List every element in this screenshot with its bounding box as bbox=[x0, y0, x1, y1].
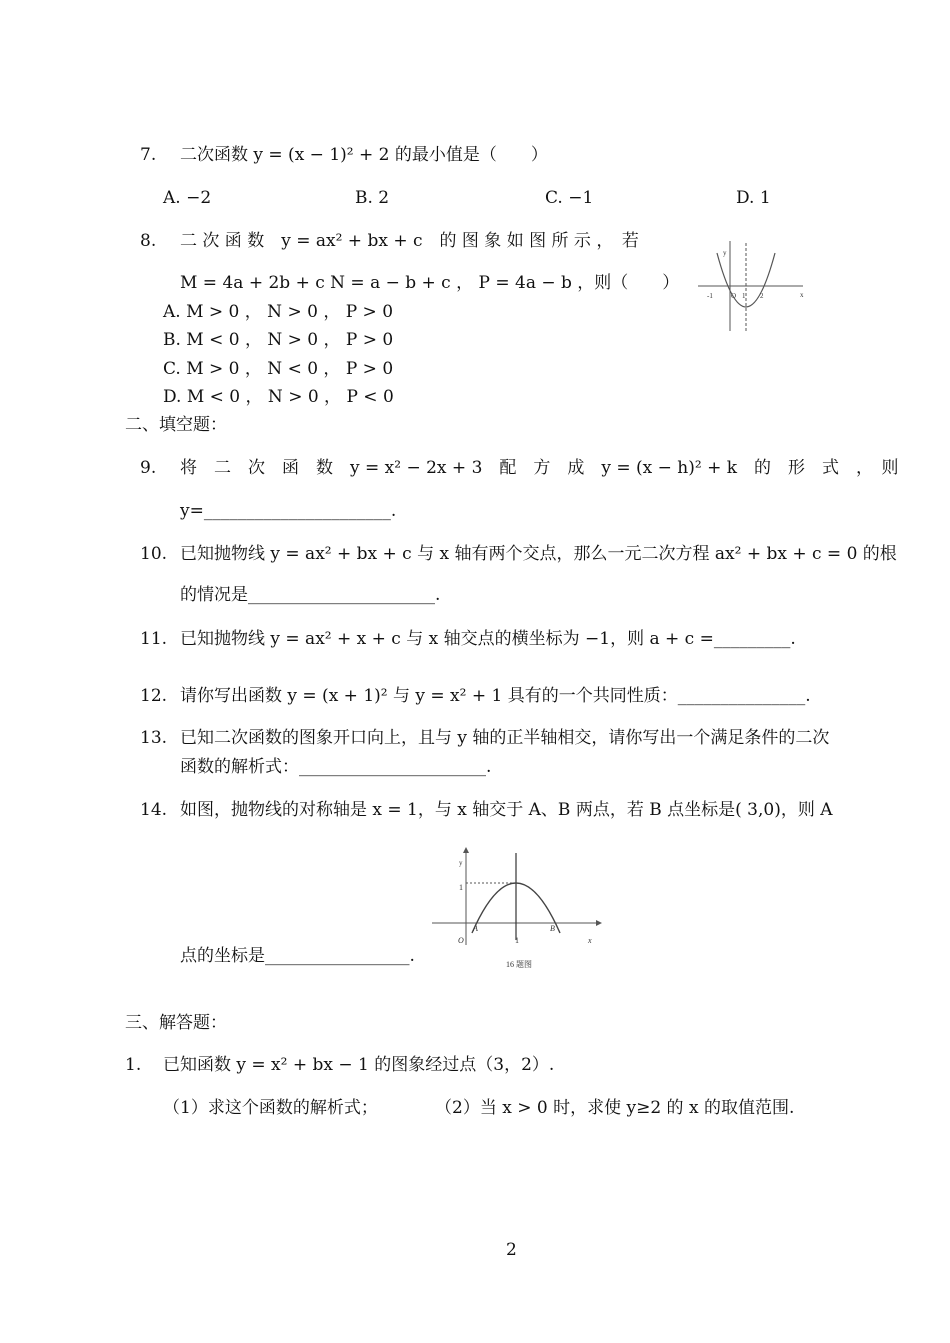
q8-origin-label: O bbox=[731, 292, 737, 300]
q9-line1: 将 二 次 函 数 y = x² − 2x + 3 配 方 成 y = (x − h)² + k 的 形 式 ， 则 bbox=[180, 458, 899, 478]
q14-number: 14. bbox=[140, 800, 168, 820]
q10-line1: 已知抛物线 y = ax² + bx + c 与 x 轴有两个交点，那么一元二次方程 ax² + bx + c = 0 的根 bbox=[180, 544, 897, 564]
q14-y-label: y bbox=[459, 859, 463, 867]
q8-two-label: 2 bbox=[760, 292, 764, 300]
q14-line2: 点的坐标是_________________. bbox=[180, 946, 415, 966]
q7-option-c: C. −1 bbox=[545, 188, 594, 208]
q13-line1: 已知二次函数的图象开口向上，且与 y 轴的正半轴相交，请你写出一个满足条件的二次 bbox=[180, 728, 830, 748]
q14-x-label: x bbox=[588, 936, 592, 945]
q8-parabola-graph bbox=[695, 235, 810, 335]
q14-y-arrow bbox=[463, 847, 469, 853]
q8-x-label: x bbox=[800, 291, 804, 299]
q13-number: 13. bbox=[140, 728, 168, 748]
p1-text: 已知函数 y = x² + bx − 1 的图象经过点（3，2）. bbox=[163, 1055, 555, 1075]
q12-number: 12. bbox=[140, 686, 168, 706]
page-number: 2 bbox=[506, 1240, 517, 1260]
q14-caption: 16 题图 bbox=[506, 960, 532, 969]
q8-option-a: A. M > 0 ， N > 0 ， P > 0 bbox=[163, 302, 394, 322]
q8-option-d: D. M < 0 ， N > 0 ， P < 0 bbox=[163, 387, 394, 407]
q7-option-a: A. −2 bbox=[163, 188, 212, 208]
q13-line2: 函数的解析式：______________________. bbox=[180, 757, 492, 777]
q7-number: 7. bbox=[140, 145, 157, 165]
q8-option-c: C. M > 0 ， N < 0 ， P > 0 bbox=[163, 359, 394, 379]
p1-part1: （1）求这个函数的解析式； bbox=[163, 1098, 378, 1118]
q9-number: 9. bbox=[140, 458, 157, 478]
q14-x-arrow bbox=[596, 920, 602, 926]
p1-number: 1. bbox=[125, 1055, 142, 1075]
q7-option-d: D. 1 bbox=[736, 188, 771, 208]
q8-neg1-label: -1 bbox=[707, 292, 713, 300]
q8-option-b: B. M < 0 ， N > 0 ， P > 0 bbox=[163, 330, 394, 350]
q11-number: 11. bbox=[140, 629, 168, 649]
q10-number: 10. bbox=[140, 544, 168, 564]
q8-y-label: y bbox=[723, 249, 727, 257]
q14-parabola-graph bbox=[428, 845, 603, 970]
section-fill-in-title: 二、填空题： bbox=[125, 415, 227, 435]
q7-text: 二次函数 y = (x − 1)² + 2 的最小值是（ ） bbox=[180, 145, 548, 165]
q8-line2: M = 4a + 2b + c N = a − b + c ， P = 4a − b ，则（ ） bbox=[180, 273, 680, 293]
q14-a-label: A bbox=[473, 924, 478, 933]
q8-one-label: 1 bbox=[742, 292, 746, 300]
q14-one-y-label: 1 bbox=[459, 883, 463, 892]
q14-origin-label: O bbox=[458, 936, 464, 945]
q9-answer-line: y=______________________. bbox=[180, 501, 397, 521]
q12-text: 请你写出函数 y = (x + 1)² 与 y = x² + 1 具有的一个共同性质：_______________. bbox=[180, 686, 811, 706]
section-solve-title: 三、解答题： bbox=[125, 1013, 227, 1033]
q8-line1: 二 次 函 数 y = ax² + bx + c 的 图 象 如 图 所 示 ， 若 bbox=[180, 231, 639, 251]
q10-line2: 的情况是______________________. bbox=[180, 585, 441, 605]
p1-part2: （2）当 x > 0 时，求使 y≥2 的 x 的取值范围. bbox=[435, 1098, 795, 1118]
q14-one-x-label: 1 bbox=[515, 936, 519, 945]
q14-b-label: B bbox=[550, 924, 555, 933]
q7-option-b: B. 2 bbox=[355, 188, 390, 208]
q14-line1: 如图，抛物线的对称轴是 x = 1，与 x 轴交于 A、B 两点，若 B 点坐标是( 3,0)，则 A bbox=[180, 800, 833, 820]
q8-number: 8. bbox=[140, 231, 157, 251]
q11-text: 已知抛物线 y = ax² + x + c 与 x 轴交点的横坐标为 −1，则 a + c =_________. bbox=[180, 629, 796, 649]
